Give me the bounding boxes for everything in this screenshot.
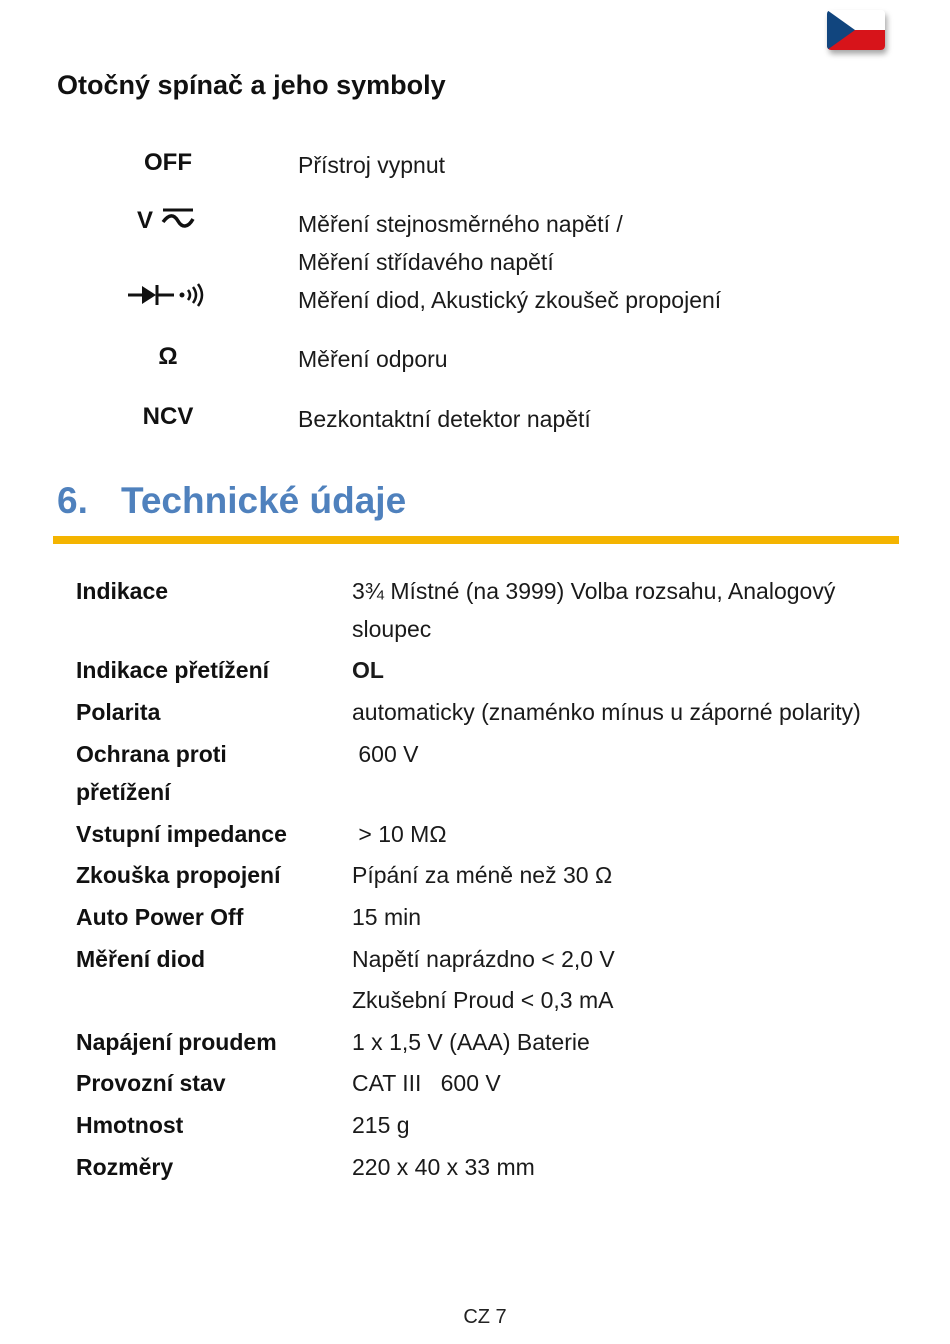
switch-section-title: Otočný spínač a jeho symboly [57,70,446,100]
symbol-ohm-description: Měření odporu [298,346,448,372]
spec-value [352,572,912,648]
spec-value-line: Zkušební Proud < 0,3 mA [352,987,614,1013]
spec-label: Zkouška propojení [76,862,281,888]
spec-value: OL [352,657,384,683]
spec-label: Vstupní impedance [76,821,287,847]
symbol-voltage-letter: V [137,207,154,234]
spec-value-line: sloupec [352,616,432,642]
spec-label: Napájení proudem [76,1029,277,1055]
spec-label-line: Ochrana proti [76,741,227,767]
symbol-voltage [137,206,253,239]
symbol-off-description: Přístroj vypnut [298,152,445,178]
spec-value: automaticky (znaménko mínus u záporné polarity) [352,699,861,725]
ac-dc-voltage-icon [160,206,196,239]
spec-value: 220 x 40 x 33 mm [352,1154,535,1180]
tech-section-heading [57,480,406,522]
spec-label: Indikace [76,578,169,604]
spec-label: Hmotnost [76,1112,184,1138]
spec-label: Indikace přetížení [76,657,270,683]
spec-label [76,735,336,811]
czech-flag-icon [827,10,885,50]
symbol-voltage-description-line2: Měření střídavého napětí [298,249,554,275]
symbol-diode-description: Měření diod, Akustický zkoušeč propojení [298,287,722,313]
tech-section-number: 6. [57,480,88,521]
symbol-ohm: Ω [158,343,178,370]
diode-continuity-icon [110,282,226,315]
symbol-ncv: NCV [142,403,194,430]
spec-value: > 10 MΩ [352,821,447,847]
spec-label: Rozměry [76,1154,174,1180]
spec-label: Provozní stav [76,1070,226,1096]
spec-value [352,940,912,1019]
spec-label: Auto Power Off [76,904,244,930]
spec-value: CAT III 600 V [352,1070,501,1096]
spec-value: 215 g [352,1112,410,1138]
spec-value-line: 3¾ Místné (na 3999) Volba rozsahu, Analogový [352,578,836,604]
spec-value: 15 min [352,904,422,930]
section-divider [53,536,899,544]
symbol-off: OFF [144,149,192,176]
spec-value: Pípání za méně než 30 Ω [352,862,613,888]
spec-label: Měření diod [76,946,206,972]
spec-label: Polarita [76,699,161,725]
spec-label-line: přetížení [76,779,171,805]
tech-section-title: Technické údaje [121,480,407,521]
symbol-voltage-description-line1: Měření stejnosměrného napětí / [298,211,623,237]
spec-value: 1 x 1,5 V (AAA) Baterie [352,1029,590,1055]
symbol-ncv-description: Bezkontaktní detektor napětí [298,406,591,432]
spec-value: 600 V [352,741,419,767]
page-number: CZ 7 [463,1306,507,1328]
spec-value-line: Napětí naprázdno < 2,0 V [352,946,615,972]
